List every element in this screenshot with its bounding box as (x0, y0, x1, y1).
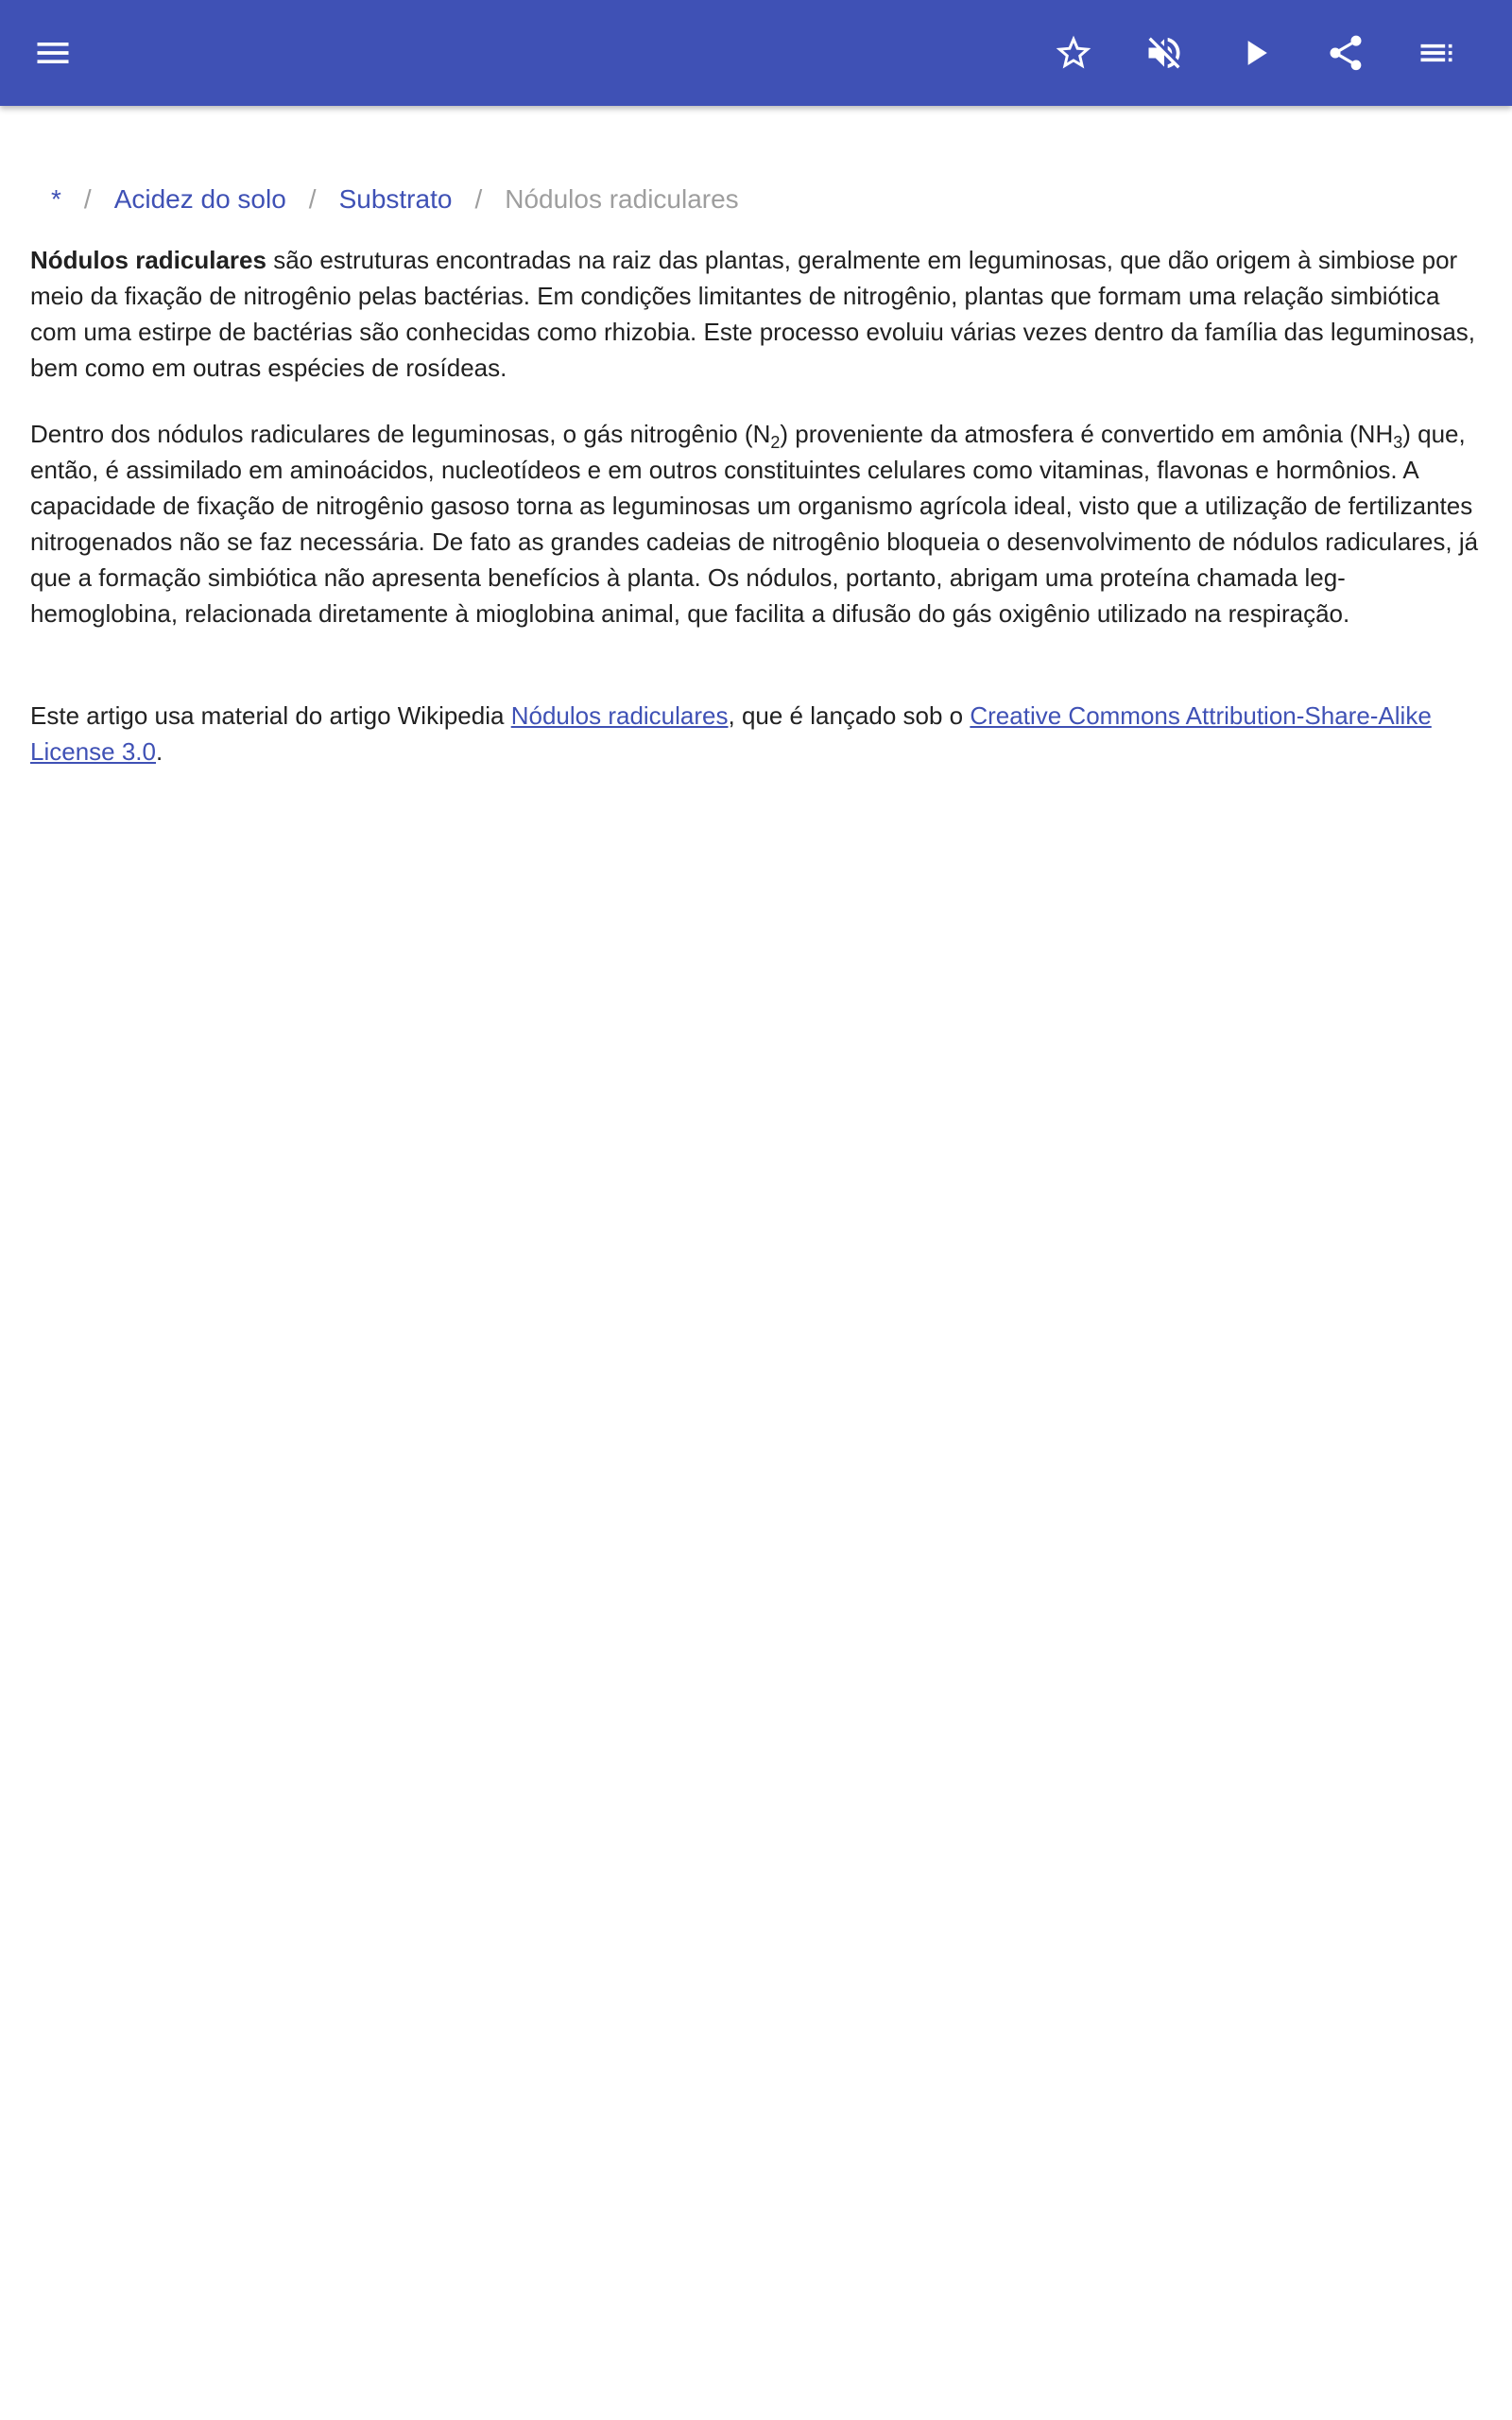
star-outline-icon (1053, 32, 1094, 74)
attribution-prefix: Este artigo usa material do artigo Wikipedia (30, 701, 511, 730)
article-paragraph-2 (30, 416, 1482, 631)
contents-button[interactable] (1406, 23, 1467, 83)
article-paragraph-1 (30, 242, 1482, 386)
attribution (30, 698, 1482, 769)
mute-button[interactable] (1134, 23, 1194, 83)
paragraph-2-text-b: ) proveniente da atmosfera é convertido em amônia (NH (780, 420, 1394, 448)
subscript-2: 2 (770, 433, 781, 453)
play-button[interactable] (1225, 23, 1285, 83)
breadcrumb (30, 166, 1482, 233)
share-button[interactable] (1315, 23, 1376, 83)
article-content (30, 106, 1482, 800)
breadcrumb-separator: / (474, 184, 483, 214)
subscript-3: 3 (1393, 433, 1403, 453)
menu-icon (32, 32, 74, 74)
breadcrumb-separator: / (83, 184, 92, 214)
paragraph-2-text-a: Dentro dos nódulos radiculares de leguminosas, o gás nitrogênio (N (30, 420, 771, 448)
attribution-middle: , que é lançado sob o (728, 701, 971, 730)
breadcrumb-current: Nódulos radiculares (505, 184, 739, 214)
paragraph-2-text-c: ) que, então, é assimilado em aminoácidos, nucleotídeos e em outros constituintes celulares como vitaminas, flavonas e hormônios. A capacidade de fixação de nitrogênio gasoso torna as leguminosas um organismo agrícola ideal, visto que a utilização de fertilizantes nitrogenados não se faz necessária. De fato as grandes cadeias de nitrogênio bloqueia o desenvolvimento de nódulos radiculares, já que a formação simbiótica não apresenta benefícios à planta. Os nódulos, portanto, abrigam uma proteína chamada leg-hemoglobina, relacionada diretamente à mioglobina animal, que facilita a difusão do gás oxigênio utilizado na respiração. (30, 420, 1479, 628)
play-icon (1234, 32, 1276, 74)
breadcrumb-separator: / (308, 184, 317, 214)
volume-off-icon (1143, 32, 1185, 74)
article-term: Nódulos radiculares (30, 246, 266, 274)
share-icon (1325, 32, 1366, 74)
playlist-icon (1416, 32, 1457, 74)
favorite-button[interactable] (1043, 23, 1104, 83)
menu-button[interactable] (23, 23, 83, 83)
breadcrumb-item-acidez-do-solo[interactable]: Acidez do solo (113, 184, 286, 214)
breadcrumb-item-substrato[interactable]: Substrato (338, 184, 453, 214)
breadcrumb-home[interactable]: * (51, 184, 61, 214)
attribution-suffix: . (155, 737, 163, 766)
license-link[interactable]: Creative Commons Attribution-Share-Alike License 3.0 (30, 701, 1432, 766)
paragraph-1-text: são estruturas encontradas na raiz das plantas, geralmente em leguminosas, que dão origem à simbiose por meio da fixação de nitrogênio pelas bactérias. Em condições limitantes de nitrogênio, plantas que formam uma relação simbiótica com uma estirpe de bactérias são conhecidas como rhizobia. Este processo evoluiu várias vezes dentro da família das leguminosas, bem como em outras espécies de rosídeas. (30, 246, 1476, 382)
app-bar (0, 0, 1512, 106)
wikipedia-article-link[interactable]: Nódulos radiculares (510, 701, 729, 730)
